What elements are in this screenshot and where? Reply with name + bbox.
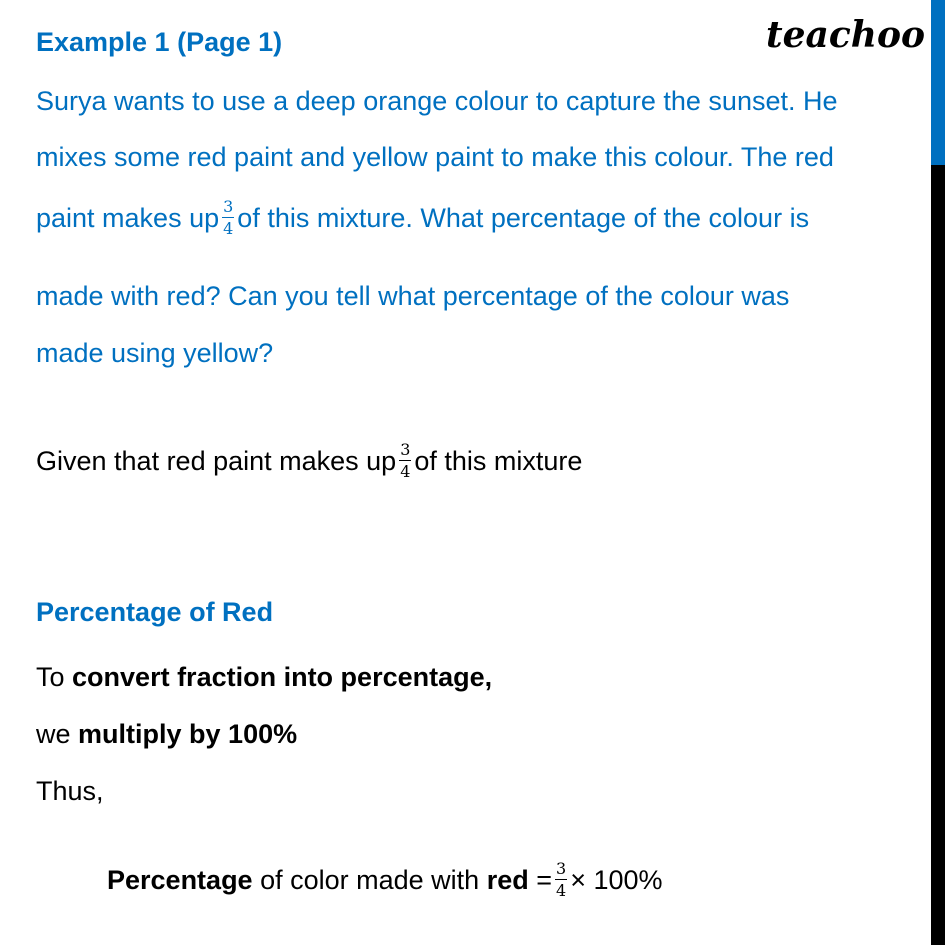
fraction-three-quarters bbox=[555, 860, 567, 900]
question-line-3 bbox=[36, 197, 810, 240]
sidebar-accent-black bbox=[931, 165, 945, 945]
multiply-pre: we bbox=[36, 719, 79, 749]
fraction-numerator: 3 bbox=[400, 440, 411, 459]
fraction-denominator: 4 bbox=[400, 462, 411, 481]
multiply-bold: multiply by 100% bbox=[78, 719, 298, 749]
question-line-4: made with red? Can you tell what percentage of the colour was bbox=[36, 281, 790, 311]
fraction-denominator: 4 bbox=[556, 881, 567, 900]
fraction-three-quarters bbox=[399, 441, 411, 481]
question-line-3-post: of this mixture. What percentage of the colour is bbox=[237, 203, 810, 234]
fraction-numerator: 3 bbox=[223, 197, 234, 216]
convert-bold: convert fraction into percentage, bbox=[72, 662, 493, 692]
fraction-numerator: 3 bbox=[556, 859, 567, 878]
fraction-three-quarters bbox=[222, 198, 234, 238]
teachoo-logo: teachoo bbox=[766, 14, 925, 56]
question-line-5: made using yellow? bbox=[36, 338, 274, 368]
given-post: of this mixture bbox=[414, 446, 583, 477]
given-statement bbox=[36, 440, 583, 483]
sidebar-accent-blue bbox=[931, 0, 945, 165]
equation-line bbox=[107, 859, 663, 902]
eq-text: of color made with bbox=[252, 865, 487, 896]
given-pre: Given that red paint makes up bbox=[36, 446, 397, 477]
question-line-1: Surya wants to use a deep orange colour to capture the sunset. He bbox=[36, 86, 838, 116]
eq-bold-red: red bbox=[486, 865, 529, 896]
multiply-statement bbox=[36, 719, 297, 750]
convert-statement bbox=[36, 662, 492, 693]
eq-bold-percentage: Percentage bbox=[107, 865, 253, 896]
thus-text: Thus, bbox=[36, 776, 104, 806]
question-line-2: mixes some red paint and yellow paint to make this colour. The red bbox=[36, 142, 834, 172]
question-line-3-pre: paint makes up bbox=[36, 203, 220, 234]
eq-post: × 100% bbox=[570, 865, 663, 896]
section-title: Percentage of Red bbox=[36, 597, 274, 627]
fraction-denominator: 4 bbox=[223, 219, 234, 238]
eq-equals: = bbox=[528, 865, 552, 896]
page-title: Example 1 (Page 1) bbox=[36, 27, 283, 57]
convert-pre: To bbox=[36, 662, 73, 692]
